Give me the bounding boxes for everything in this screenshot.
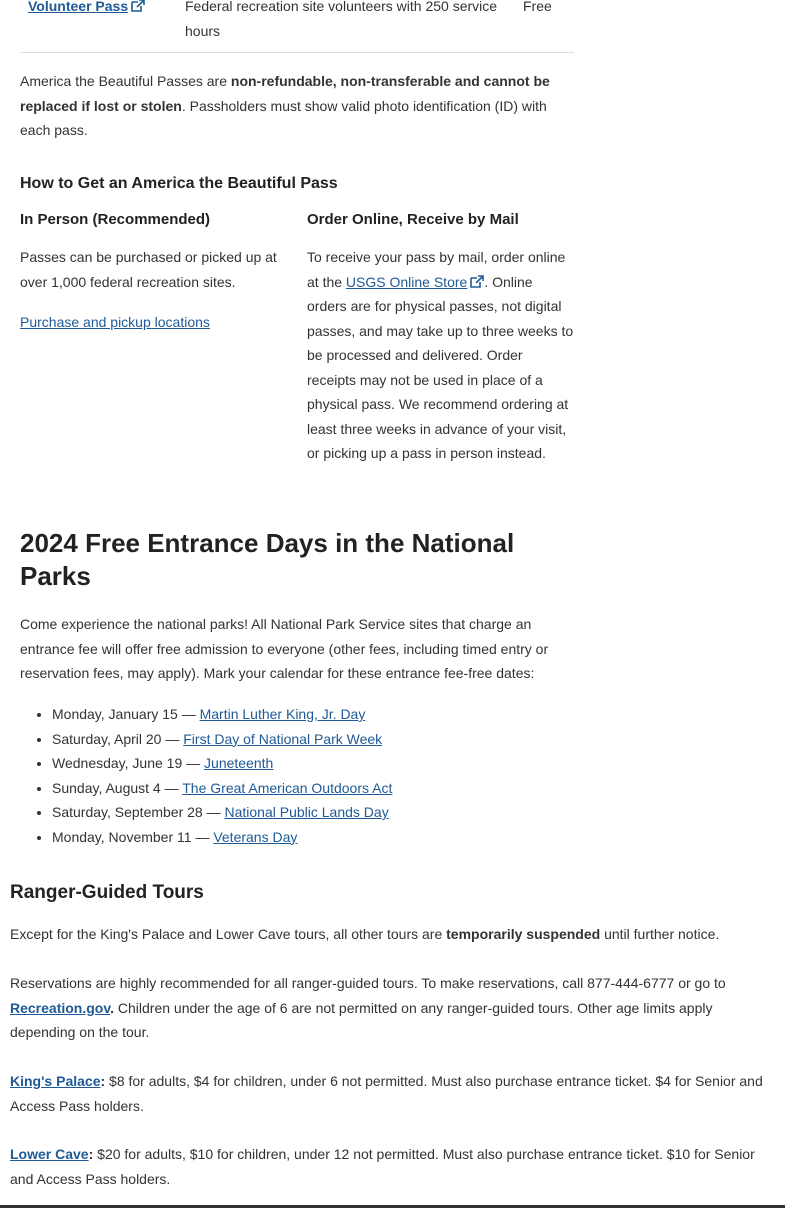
national-park-week-link[interactable]: First Day of National Park Week xyxy=(183,730,383,747)
free-dates-list xyxy=(20,702,606,849)
usgs-online-store-link[interactable] xyxy=(346,274,484,290)
online-column xyxy=(307,208,575,482)
pass-note-suffix: . Passholders must show valid photo identification (ID) with each pass. xyxy=(20,97,547,138)
juneteenth-link[interactable]: Juneteenth xyxy=(204,755,274,771)
reservation-suffix: Children under the age of 6 are not permitted on any ranger-guided tours. Other age limits apply depending on the tour. xyxy=(10,999,713,1040)
kings-palace-link[interactable]: King's Palace xyxy=(10,1073,101,1089)
lower-cave-text: $20 for adults, $10 for children, under 12 not permitted. Must also purchase entrance ticket. $10 for Senior and Access Pass holders. xyxy=(10,1146,755,1187)
volunteer-pass-price: Free xyxy=(523,0,552,14)
mlk-day-link[interactable]: Martin Luther King, Jr. Day xyxy=(199,706,366,722)
external-link-icon xyxy=(470,275,484,288)
list-item xyxy=(52,825,606,850)
reservation-prefix: Reservations are highly recommended for all ranger-guided tours. To make reservations, call 877-444-6777 or go to xyxy=(10,975,726,991)
veterans-day-link[interactable]: Veterans Day xyxy=(213,828,298,845)
suspended-bold: temporarily suspended xyxy=(446,926,601,942)
tours-reservation-note xyxy=(10,971,775,1045)
list-item xyxy=(52,727,606,752)
kings-palace-text: $8 for adults, $4 for children, under 6 not permitted. Must also purchase entrance ticket. $4 for Senior and Access Pass holders. xyxy=(10,1073,763,1114)
online-title: Order Online, Receive by Mail xyxy=(307,211,519,228)
date-text: Monday, November 11 — xyxy=(52,828,214,845)
list-item xyxy=(52,776,606,801)
great-american-outdoors-act-link[interactable]: The Great American Outdoors Act xyxy=(182,779,393,796)
ranger-tours-heading: Ranger-Guided Tours xyxy=(10,882,204,903)
in-person-column xyxy=(20,208,285,351)
volunteer-pass-link[interactable] xyxy=(28,0,145,19)
external-link-icon xyxy=(131,0,145,12)
online-text-after: . Online orders are for physical passes, not digital passes, and may take up to three weeks to be processed and delivered. Order receipts may not be used in place of a physical pass. We recommend ordering at least three weeks in advance of your visit, or picking up a pass in person instead. xyxy=(307,273,574,461)
recreation-gov-link[interactable]: Recreation.gov xyxy=(10,999,111,1016)
kings-palace-colon: : xyxy=(100,1073,106,1089)
lower-cave-colon: : xyxy=(88,1146,94,1162)
purchase-pickup-locations-link[interactable]: Purchase and pickup locations xyxy=(20,314,210,330)
list-item xyxy=(52,800,606,825)
reservation-period: . xyxy=(110,999,114,1016)
pass-policy-note xyxy=(20,69,574,143)
how-to-heading: How to Get an America the Beautiful Pass xyxy=(20,175,338,192)
list-item xyxy=(52,751,606,776)
in-person-text: Passes can be purchased or picked up at over 1,000 federal recreation sites. xyxy=(20,249,277,290)
lower-cave-link[interactable]: Lower Cave xyxy=(10,1146,89,1162)
national-public-lands-day-link[interactable]: National Public Lands Day xyxy=(224,804,389,820)
online-text xyxy=(307,245,575,466)
lower-cave-tour xyxy=(10,1142,775,1191)
date-text: Sunday, August 4 — xyxy=(52,779,183,796)
pass-note-bold: non-refundable, non-transferable and cannot be replaced if lost or stolen xyxy=(20,73,550,114)
free-entrance-days-heading: 2024 Free Entrance Days in the National Parks xyxy=(20,528,515,591)
volunteer-pass-description: Federal recreation site volunteers with 250 service hours xyxy=(185,0,498,39)
pass-note-prefix: America the Beautiful Passes are xyxy=(20,73,231,89)
usgs-online-store-label: USGS Online Store xyxy=(345,273,468,290)
in-person-title: In Person (Recommended) xyxy=(20,211,211,228)
date-text: Wednesday, June 19 — xyxy=(52,755,205,771)
volunteer-pass-label: Volunteer Pass xyxy=(28,0,129,14)
date-text: Monday, January 15 — xyxy=(52,706,200,722)
suspended-prefix: Except for the King's Palace and Lower Cave tours, all other tours are xyxy=(10,926,447,942)
list-item xyxy=(52,702,606,727)
date-text: Saturday, September 28 — xyxy=(52,804,225,820)
online-text-before: To receive your pass by mail, order online at the xyxy=(307,249,566,290)
kings-palace-tour xyxy=(10,1069,775,1118)
table-row xyxy=(20,0,574,53)
suspended-suffix: until further notice. xyxy=(600,926,720,942)
tours-suspended-note xyxy=(10,922,775,947)
date-text: Saturday, April 20 — xyxy=(52,730,184,747)
free-days-intro: Come experience the national parks! All National Park Service sites that charge an entrance fee will offer free admission to everyone (other fees, including timed entry or reservation fees, may apply). Mark your calendar for these entrance fee-free dates: xyxy=(20,616,549,681)
